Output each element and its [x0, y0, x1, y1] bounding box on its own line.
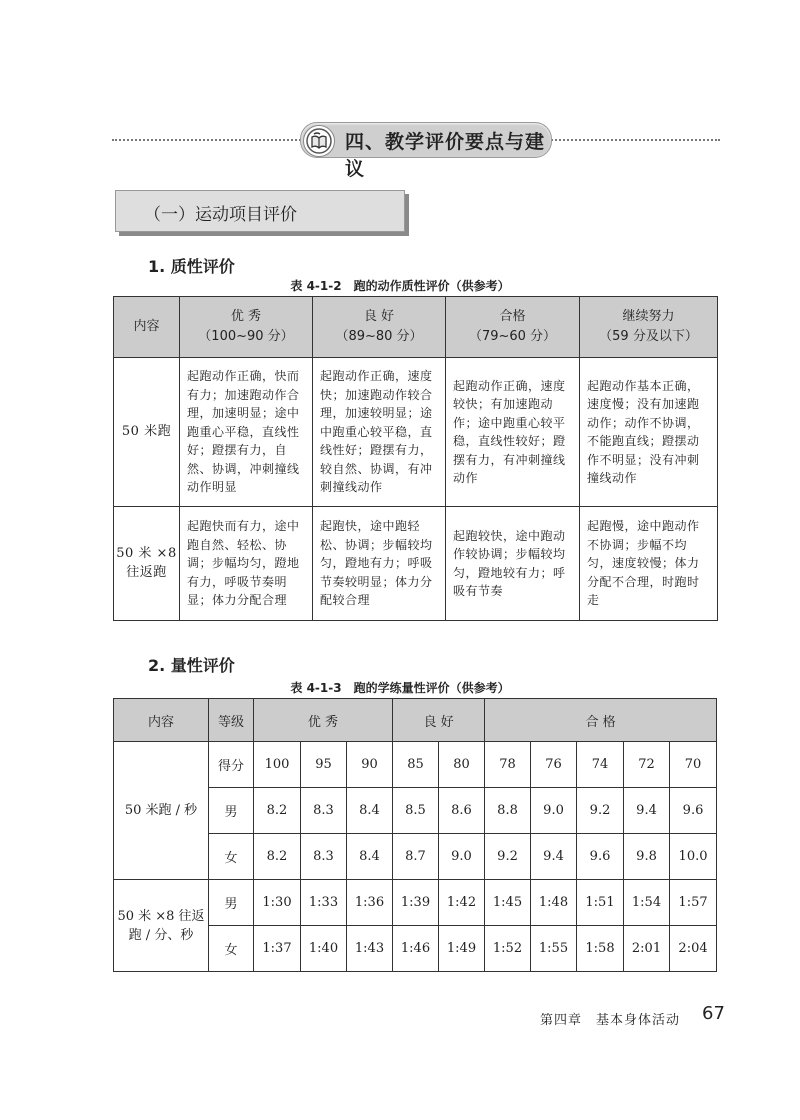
- table-cell: 85: [393, 742, 439, 788]
- table-cell: 起跑快，途中跑轻松、协调；步幅较均匀，蹬地有力；呼吸节奏较明显；体力分配较合理: [313, 507, 446, 621]
- table-cell: 9.4: [531, 834, 577, 880]
- book-icon: [303, 125, 335, 157]
- table-cell: 100: [254, 742, 301, 788]
- row-sublabel: 男: [209, 880, 254, 926]
- header-good: [313, 297, 446, 358]
- table-cell: 9.0: [531, 788, 577, 834]
- row-sublabel: 得分: [209, 742, 254, 788]
- header-label: 继续努力: [622, 309, 675, 324]
- table-cell: 1:54: [624, 880, 670, 926]
- row-sublabel: 女: [209, 926, 254, 972]
- section-header: [300, 122, 552, 180]
- subsection-box: [115, 190, 405, 232]
- header-content: 内容: [114, 699, 209, 742]
- table-cell: 1:45: [485, 880, 531, 926]
- table-cell: 72: [624, 742, 670, 788]
- table-cell: 2:04: [670, 926, 717, 972]
- row-label: 50 米跑: [114, 358, 180, 507]
- table-row: [114, 742, 717, 788]
- table-cell: 起跑动作正确，速度较快；有加速跑动作；途中跑重心较平稳，直线性较好；蹬摆有力，有冲刺撞线动作: [446, 358, 580, 507]
- header-pass: 合 格: [485, 699, 717, 742]
- header-range: （89~80 分）: [335, 329, 423, 344]
- table-header-row: [114, 297, 718, 358]
- table-cell: 9.0: [439, 834, 485, 880]
- table-cell: 95: [301, 742, 347, 788]
- table-cell: 9.6: [577, 834, 624, 880]
- table-cell: 8.7: [393, 834, 439, 880]
- part1-heading: 1. 质性评价: [148, 257, 235, 276]
- table-cell: 9.2: [577, 788, 624, 834]
- table-cell: 起跑动作基本正确，速度慢；没有加速跑动作；动作不协调，不能跑直线；蹬摆动作不明显；没有冲刺撞线动作: [580, 358, 718, 507]
- subsection-title: （一）运动项目评价: [144, 205, 297, 225]
- header-label: 内容: [133, 319, 160, 334]
- table-cell: 78: [485, 742, 531, 788]
- table-cell: 1:58: [577, 926, 624, 972]
- table-cell: 1:49: [439, 926, 485, 972]
- header-excellent: 优 秀: [254, 699, 393, 742]
- table-cell: 8.2: [254, 788, 301, 834]
- row-label: 50 米 ×8 往返跑 / 分、秒: [114, 880, 209, 972]
- table-cell: 8.3: [301, 834, 347, 880]
- section-title: 四、教学评价要点与建议: [345, 131, 546, 180]
- table-cell: 9.4: [624, 788, 670, 834]
- table-cell: 1:36: [347, 880, 393, 926]
- table-cell: 8.6: [439, 788, 485, 834]
- table-cell: 1:51: [577, 880, 624, 926]
- table-cell: 起跑动作正确，速度快；加速跑动作较合理，加速较明显；途中跑重心较平稳，直线性好；蹬摆有力，较自然、协调，有冲刺撞线动作: [313, 358, 446, 507]
- section-divider-right: [548, 139, 720, 141]
- table-cell: 8.4: [347, 788, 393, 834]
- table-cell: 8.8: [485, 788, 531, 834]
- table-cell: 9.8: [624, 834, 670, 880]
- table-cell: 9.2: [485, 834, 531, 880]
- table-cell: 70: [670, 742, 717, 788]
- header-excellent: [180, 297, 313, 358]
- table-cell: 10.0: [670, 834, 717, 880]
- table-cell: 起跑快而有力，途中跑自然、轻松、协调；步幅均匀，蹬地有力，呼吸节奏明显；体力分配合理: [180, 507, 313, 621]
- row-label: 50 米跑 / 秒: [114, 742, 209, 880]
- table-cell: 1:55: [531, 926, 577, 972]
- header-pass: [446, 297, 580, 358]
- table-header-row: [114, 699, 717, 742]
- table-cell: 起跑较快，途中跑动作较协调；步幅较均匀，蹬地较有力；呼吸有节奏: [446, 507, 580, 621]
- header-improve: [580, 297, 718, 358]
- table-cell: 1:39: [393, 880, 439, 926]
- table-cell: 8.2: [254, 834, 301, 880]
- table-row: [114, 507, 718, 621]
- header-range: （59 分及以下）: [599, 329, 698, 344]
- table-cell: 1:57: [670, 880, 717, 926]
- qualitative-table: [113, 296, 718, 621]
- table-cell: 8.3: [301, 788, 347, 834]
- table-cell: 1:46: [393, 926, 439, 972]
- header-content: [114, 297, 180, 358]
- table-cell: 起跑慢，途中跑动作不协调；步幅不均匀，速度较慢；体力分配不合理，时跑时走: [580, 507, 718, 621]
- section-divider-left: [112, 139, 304, 141]
- table-cell: 74: [577, 742, 624, 788]
- table-cell: 76: [531, 742, 577, 788]
- table-cell: 90: [347, 742, 393, 788]
- header-good: 良 好: [393, 699, 485, 742]
- table-cell: 80: [439, 742, 485, 788]
- table-cell: 2:01: [624, 926, 670, 972]
- table-cell: 1:48: [531, 880, 577, 926]
- table-row: [114, 880, 717, 926]
- header-label: 优 秀: [230, 309, 262, 324]
- row-label: 50 米 ×8 往返跑: [114, 507, 180, 621]
- table-cell: 起跑动作正确，快而有力；加速跑动作合理，加速明显；途中跑重心平稳，直线性好；蹬摆有力，自然、协调，冲刺撞线动作明显: [180, 358, 313, 507]
- chapter-footer: 第四章 基本身体活动: [540, 1013, 681, 1028]
- table-cell: 8.5: [393, 788, 439, 834]
- row-sublabel: 男: [209, 788, 254, 834]
- page-number: 67: [702, 1003, 725, 1024]
- table-cell: 1:42: [439, 880, 485, 926]
- table-cell: 1:37: [254, 926, 301, 972]
- table-row: [114, 358, 718, 507]
- header-range: （79~60 分）: [468, 329, 557, 344]
- row-sublabel: 女: [209, 834, 254, 880]
- table-cell: 9.6: [670, 788, 717, 834]
- table-cell: 1:30: [254, 880, 301, 926]
- header-label: 合格: [499, 309, 526, 324]
- quantitative-table: [113, 698, 717, 972]
- table-cell: 1:52: [485, 926, 531, 972]
- part2-heading: 2. 量性评价: [148, 656, 235, 675]
- header-level: 等级: [209, 699, 254, 742]
- table1-caption: 表 4-1-2 跑的动作质性评价（供参考）: [290, 279, 510, 293]
- header-label: 良 好: [363, 309, 395, 324]
- header-range: （100~90 分）: [198, 329, 294, 344]
- table-cell: 1:43: [347, 926, 393, 972]
- table-cell: 1:40: [301, 926, 347, 972]
- table-cell: 8.4: [347, 834, 393, 880]
- table-cell: 1:33: [301, 880, 347, 926]
- table2-caption: 表 4-1-3 跑的学练量性评价（供参考）: [290, 681, 510, 695]
